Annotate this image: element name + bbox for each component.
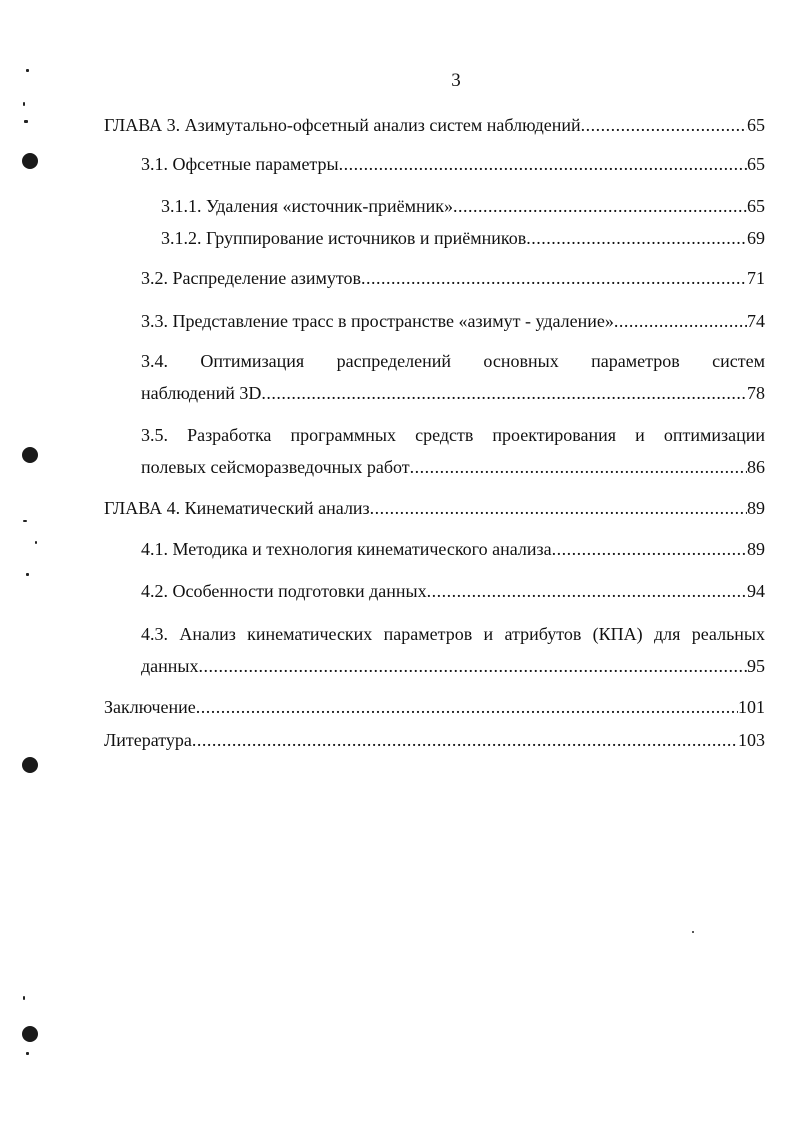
punch-hole [22,153,38,169]
toc-entry-title: 4.1. Методика и технология кинематического анализа [141,539,552,559]
toc-entry-4-1[interactable] [141,538,765,560]
toc-entry-3-1-1[interactable] [161,195,765,217]
toc-entry-3-4[interactable] [141,382,765,404]
toc-entry-page: 94 [747,581,765,601]
toc-entry-3-3[interactable] [141,310,765,332]
toc-entry-title: полевых сейсморазведочных работ [141,457,410,477]
toc-entry-title: Литература [104,730,192,750]
scan-speck [35,541,37,544]
scan-speck [692,931,694,933]
dot-leader [199,655,747,677]
toc-entry-title: 3.1.2. Группирование источников и приёмников [161,228,527,248]
toc-entry-3-5-line-1[interactable]: 3.5. Разработка программных средств проектирования и оптимизации [141,425,765,445]
toc-entry-3-5[interactable] [141,456,765,478]
dot-leader [361,267,747,289]
toc-entry-page: 65 [747,196,765,216]
toc-entry-3-1[interactable] [141,153,765,175]
dot-leader [339,153,747,175]
toc-entry-title: данных [141,656,199,676]
punch-hole [22,1026,38,1042]
toc-entry-conclusion[interactable] [104,696,765,718]
toc-entry-page: 95 [747,656,765,676]
scan-speck [23,996,25,1000]
dot-leader [410,456,747,478]
dot-leader [196,696,738,718]
scan-speck [26,573,29,576]
toc-entry-page: 71 [747,268,765,288]
toc-entry-3-2[interactable] [141,267,765,289]
toc-entry-title: 3.1. Офсетные параметры [141,154,339,174]
toc-entry-title: 3.1.1. Удаления «источник-приёмник» [161,196,454,216]
dot-leader [581,114,747,136]
toc-entry-title: 3.3. Представление трасс в пространстве «азимут - удаление» [141,311,614,331]
toc-entry-title: 3.2. Распределение азимутов [141,268,361,288]
dot-leader [453,195,747,217]
scan-speck [26,1052,29,1055]
toc-entry-title: 4.2. Особенности подготовки данных [141,581,427,601]
dot-leader [427,580,747,602]
scan-speck [23,520,27,522]
scan-speck [23,102,25,106]
toc-entry-page: 89 [747,498,765,518]
dot-leader [552,538,747,560]
toc-entry-4-3-line-1[interactable]: 4.3. Анализ кинематических параметров и атрибутов (КПА) для реальных [141,624,765,644]
scan-speck [24,120,28,123]
toc-entry-literature[interactable] [104,729,765,751]
toc-entry-page: 103 [738,730,765,750]
toc-entry-page: 78 [747,383,765,403]
toc-entry-3-4-line-1[interactable]: 3.4. Оптимизация распределений основных параметров систем [141,351,765,371]
toc-entry-page: 86 [747,457,765,477]
toc-entry-page: 101 [738,697,765,717]
page-number: 3 [451,70,461,91]
dot-leader [370,497,747,519]
dot-leader [526,227,747,249]
toc-entry-title: ГЛАВА 3. Азимутально-офсетный анализ систем наблюдений [104,115,581,135]
toc-entry-4-2[interactable] [141,580,765,602]
dot-leader [261,382,747,404]
toc-entry-chapter-3[interactable] [104,114,765,136]
punch-hole [22,447,38,463]
toc-entry-title: наблюдений 3D [141,383,262,403]
dot-leader [192,729,738,751]
toc-entry-page: 69 [747,228,765,248]
toc-entry-title: ГЛАВА 4. Кинематический анализ [104,498,370,518]
toc-entry-page: 74 [747,311,765,331]
toc-entry-4-3[interactable] [141,655,765,677]
dot-leader [614,310,747,332]
scan-speck [26,69,29,72]
toc-entry-3-1-2[interactable] [161,227,765,249]
toc-entry-title: Заключение [104,697,196,717]
toc-entry-page: 65 [747,115,765,135]
punch-hole [22,757,38,773]
toc-entry-chapter-4[interactable] [104,497,765,519]
toc-entry-page: 89 [747,539,765,559]
toc-entry-page: 65 [747,154,765,174]
